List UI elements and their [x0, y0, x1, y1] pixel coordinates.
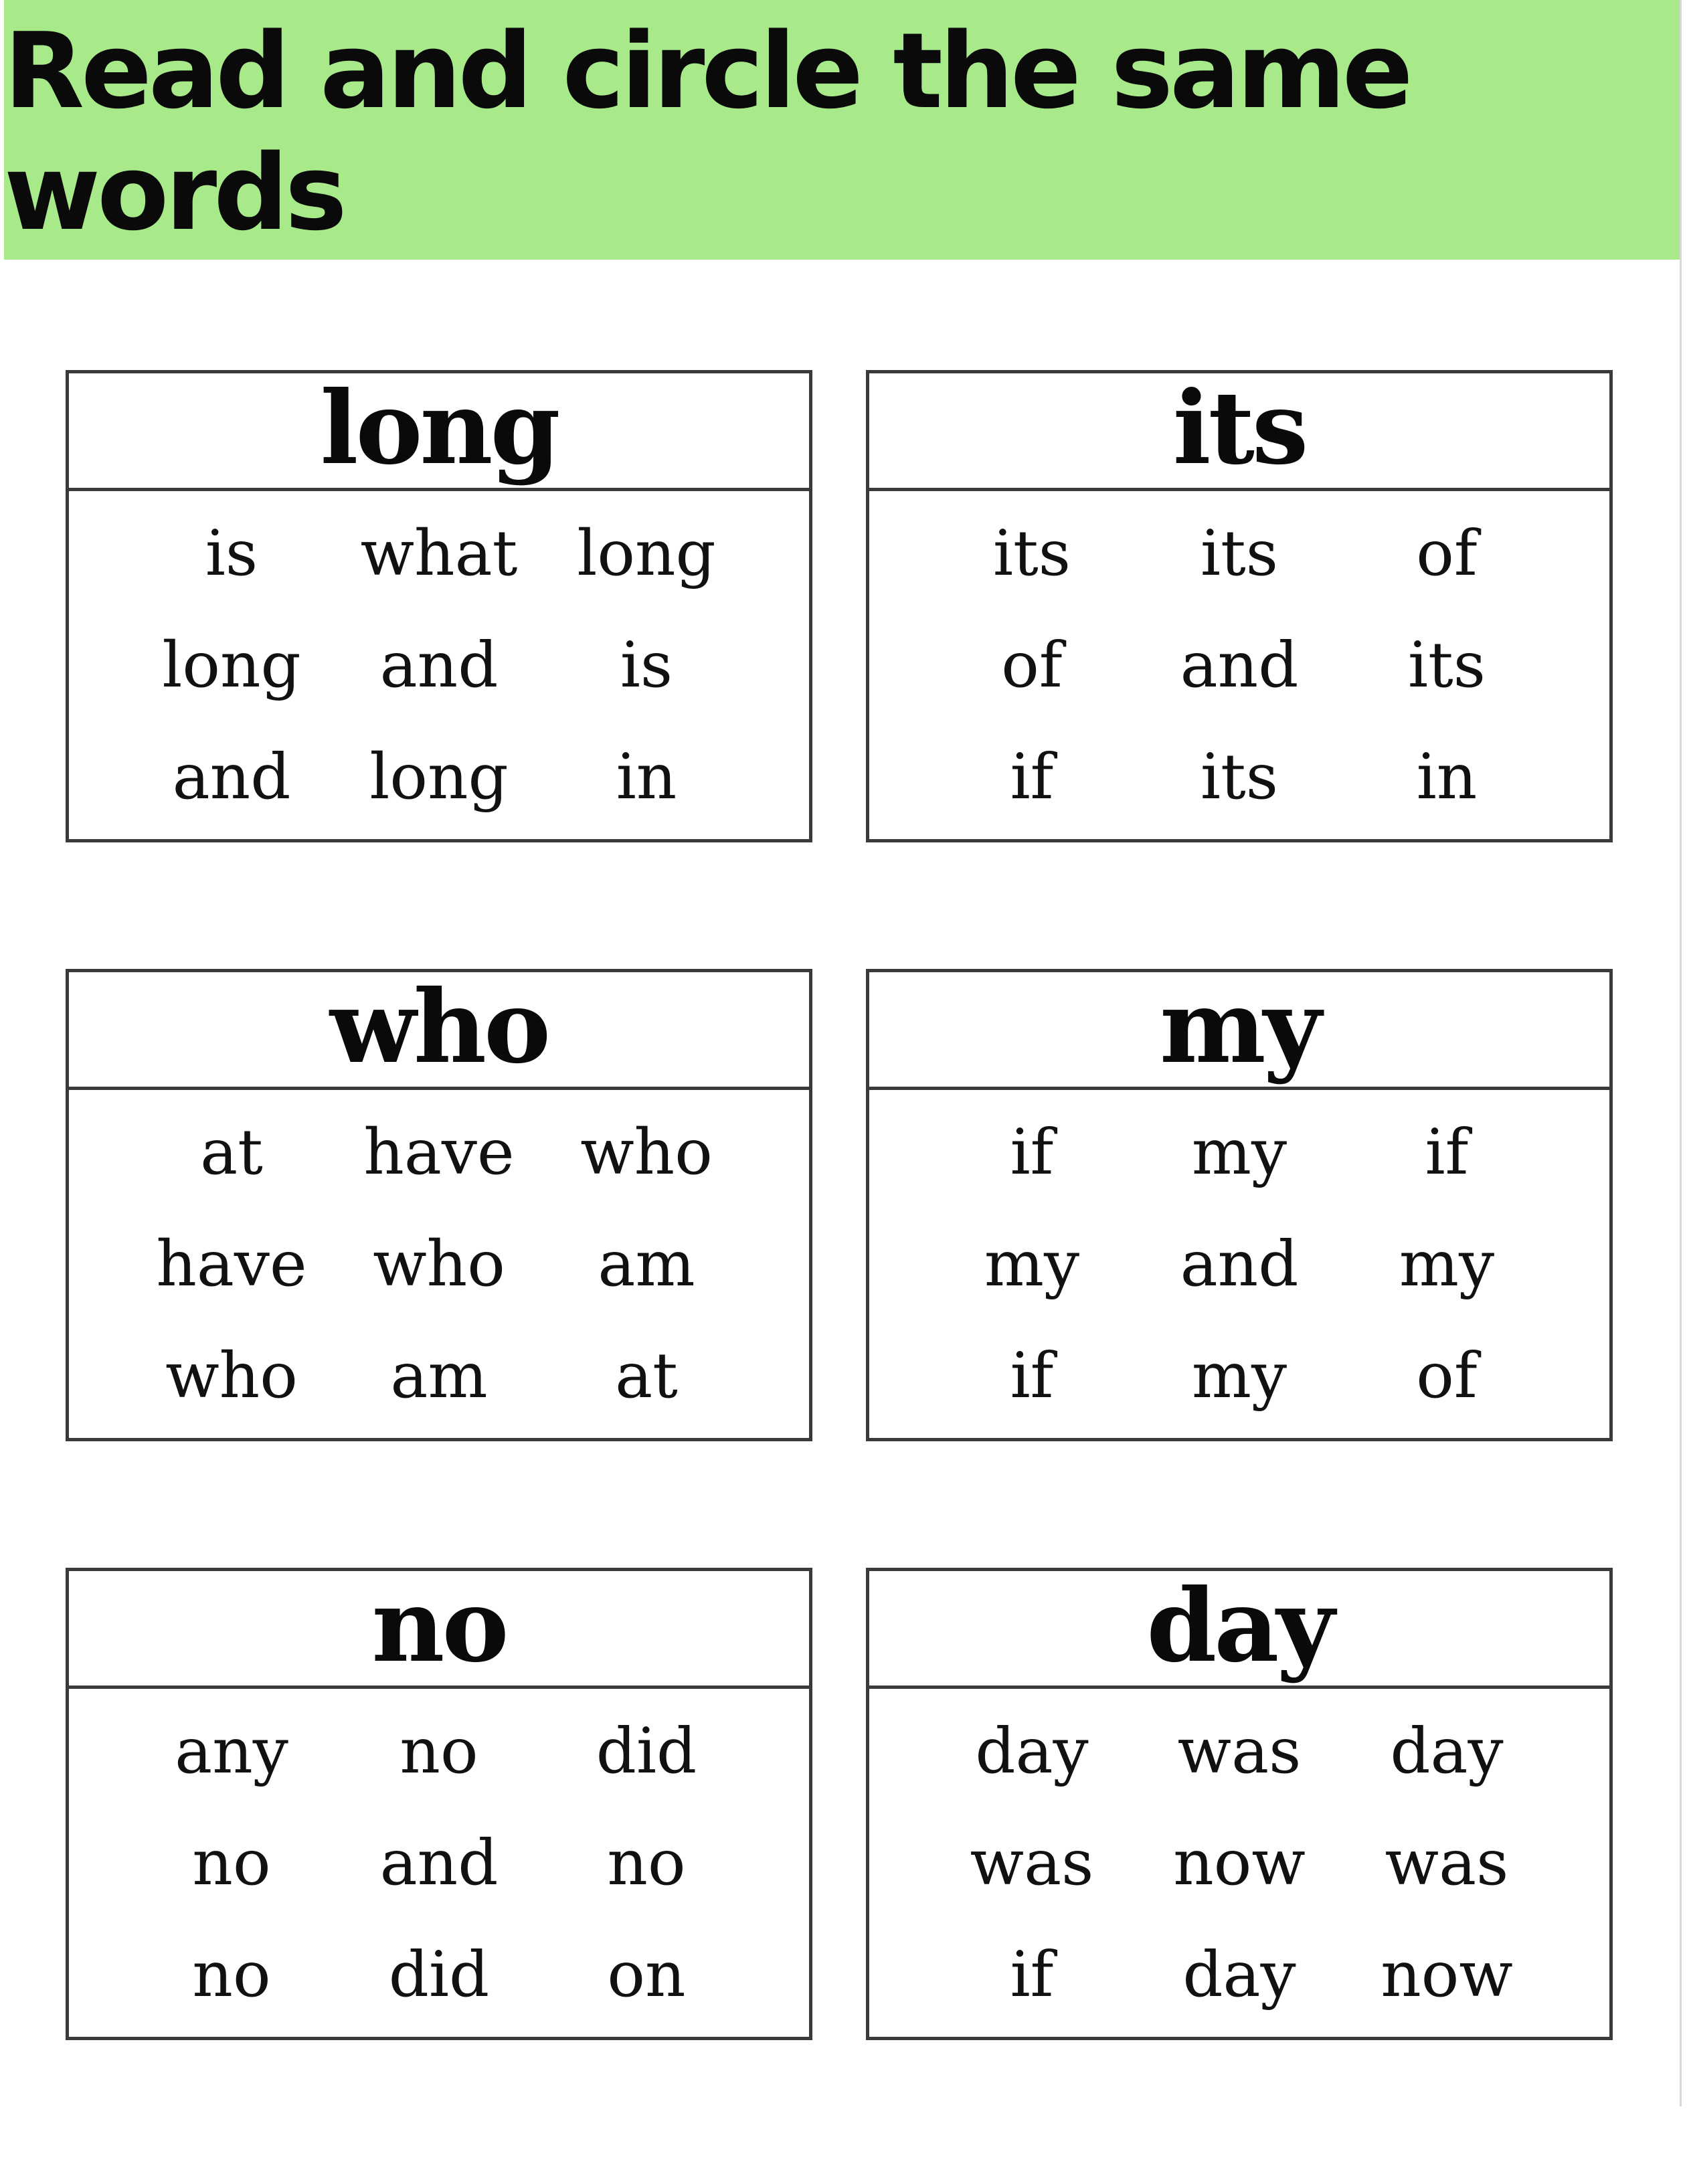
word-cell[interactable]: if — [1425, 1115, 1469, 1189]
word-cell[interactable]: have — [363, 1115, 515, 1189]
word-cell[interactable]: who — [373, 1227, 505, 1301]
word-grid — [928, 498, 1550, 834]
word-cell[interactable]: its — [1407, 628, 1486, 702]
word-card-2 — [866, 370, 1613, 842]
word-cell[interactable]: if — [1010, 1938, 1054, 2012]
word-card-4 — [866, 969, 1613, 1441]
word-cell[interactable]: who — [580, 1115, 713, 1189]
word-grid — [128, 498, 750, 834]
word-cell[interactable]: on — [607, 1938, 686, 2012]
word-grid — [128, 1097, 750, 1433]
word-cell[interactable]: long — [162, 628, 301, 702]
word-cell[interactable]: any — [175, 1714, 288, 1788]
word-cell[interactable]: no — [607, 1826, 686, 1900]
word-cell[interactable]: if — [1010, 1115, 1054, 1189]
word-cell[interactable]: my — [1191, 1115, 1288, 1189]
word-cell[interactable]: and — [172, 741, 291, 814]
word-cell[interactable]: am — [390, 1340, 488, 1413]
word-cell[interactable]: was — [1177, 1714, 1302, 1788]
word-cell[interactable]: no — [192, 1938, 271, 2012]
word-cell[interactable]: of — [1416, 1340, 1478, 1413]
word-cell[interactable]: of — [1001, 628, 1063, 702]
target-word: long — [69, 373, 809, 491]
word-cell[interactable]: now — [1173, 1826, 1306, 1900]
word-grid — [928, 1696, 1550, 2031]
word-cell[interactable]: my — [1191, 1340, 1288, 1413]
word-cell[interactable]: is — [205, 517, 258, 590]
word-cell[interactable]: did — [388, 1938, 490, 2012]
word-cell[interactable]: was — [970, 1826, 1094, 1900]
word-cell[interactable]: and — [1180, 1227, 1299, 1301]
word-cell[interactable]: its — [1200, 741, 1279, 814]
word-cell[interactable]: and — [1180, 628, 1299, 702]
word-cell[interactable]: no — [192, 1826, 271, 1900]
word-cell[interactable]: now — [1381, 1938, 1513, 2012]
title-banner — [4, 0, 1680, 260]
word-grid — [928, 1097, 1550, 1433]
word-cell[interactable]: who — [165, 1340, 298, 1413]
word-cell[interactable]: in — [616, 741, 677, 814]
word-cell[interactable]: its — [992, 517, 1071, 590]
word-card-1 — [66, 370, 812, 842]
word-cell[interactable]: in — [1416, 741, 1478, 814]
word-cell[interactable]: at — [615, 1340, 678, 1413]
word-cell[interactable]: day — [1390, 1714, 1504, 1788]
target-word: who — [69, 972, 809, 1090]
word-card-6 — [866, 1568, 1613, 2040]
word-cell[interactable]: at — [200, 1115, 263, 1189]
word-cell[interactable]: have — [156, 1227, 307, 1301]
target-word: no — [69, 1571, 809, 1689]
word-cell[interactable]: what — [360, 517, 518, 590]
word-cell[interactable]: no — [399, 1714, 478, 1788]
word-card-3 — [66, 969, 812, 1441]
word-card-5 — [66, 1568, 812, 2040]
word-cell[interactable]: is — [620, 628, 673, 702]
word-cell[interactable]: if — [1010, 1340, 1054, 1413]
target-word: day — [869, 1571, 1609, 1689]
word-cell[interactable]: long — [369, 741, 509, 814]
word-cell[interactable]: my — [984, 1227, 1080, 1301]
word-cell[interactable]: and — [379, 1826, 499, 1900]
word-grid — [128, 1696, 750, 2031]
target-word: my — [869, 972, 1609, 1090]
target-word: its — [869, 373, 1609, 491]
word-cell[interactable]: long — [577, 517, 716, 590]
word-cell[interactable]: am — [598, 1227, 695, 1301]
word-cell[interactable]: day — [975, 1714, 1089, 1788]
word-cell[interactable]: of — [1416, 517, 1478, 590]
word-cell[interactable]: my — [1399, 1227, 1495, 1301]
word-cell[interactable]: day — [1182, 1938, 1296, 2012]
word-cell[interactable]: was — [1385, 1826, 1509, 1900]
word-cell[interactable]: if — [1010, 741, 1054, 814]
page-title: Read and circle the same words — [4, 10, 1410, 254]
word-cell[interactable]: its — [1200, 517, 1279, 590]
word-cell[interactable]: did — [596, 1714, 697, 1788]
word-cell[interactable]: and — [379, 628, 499, 702]
